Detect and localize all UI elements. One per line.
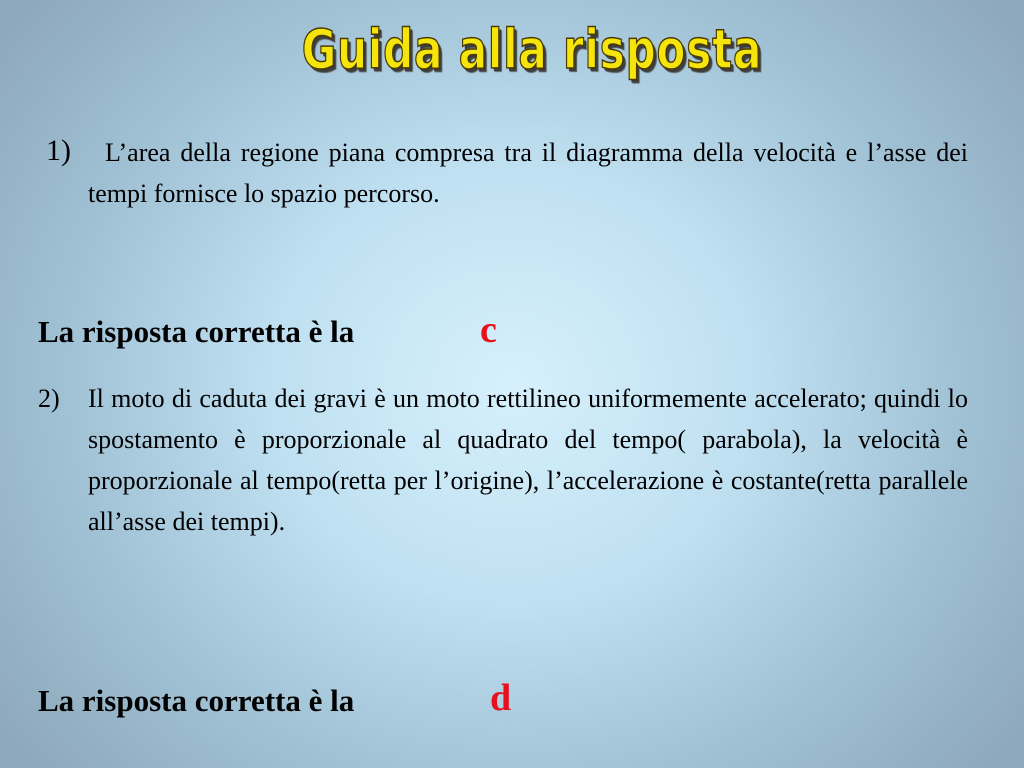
answer-guide-item-2: [38, 378, 968, 542]
correct-answer-label: La risposta corretta è la: [38, 683, 355, 718]
answer-guide-item-1: [38, 132, 968, 214]
correct-answer-letter: d: [490, 677, 512, 719]
correct-answer-label: La risposta corretta è la: [38, 314, 355, 349]
item-number: 2): [38, 384, 60, 413]
item-text: L’area della regione piana compresa tra il diagramma della velocità e l’asse dei tempi fornisce lo spazio percorso.: [88, 138, 968, 208]
slide-title: Guida alla risposta: [301, 18, 763, 81]
correct-answer-letter: c: [480, 309, 497, 351]
item-number: 1): [46, 134, 71, 167]
item-text: Il moto di caduta dei gravi è un moto rettilineo uniformemente accelerato; quindi lo spostamento è proporzionale al quadrato del tempo( parabola), la velocità è proporzionale al tempo(retta per l’origine), l’accelerazione è costante(retta parallele all’asse dei tempi).: [88, 384, 968, 536]
